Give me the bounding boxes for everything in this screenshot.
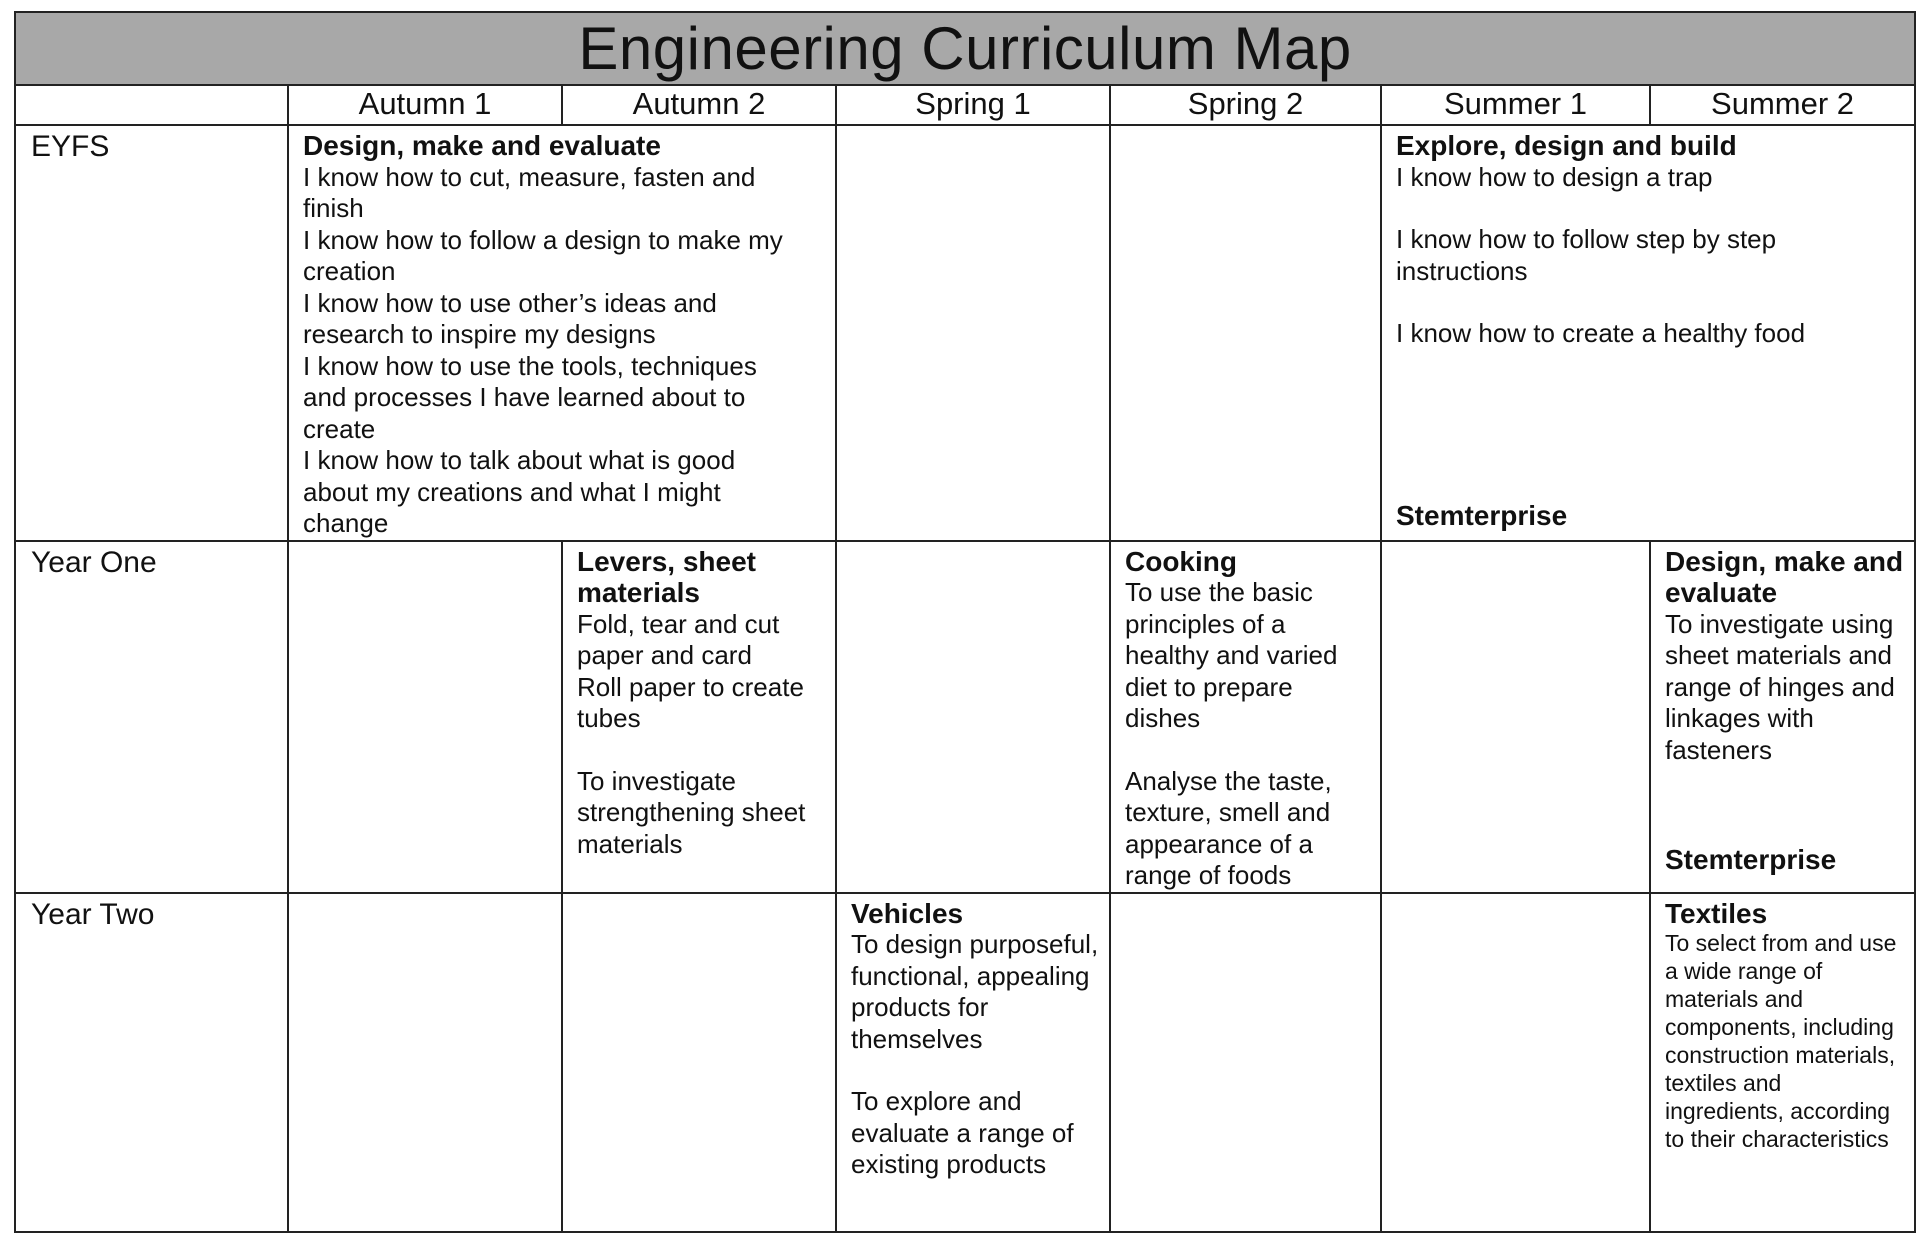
cell-line: I know how to cut, measure, fasten and finish	[303, 161, 756, 223]
cell-line: Analyse the taste, texture, smell and appearance of a range of foods	[1125, 765, 1332, 890]
cell-heading: Explore, design and build	[1396, 130, 1737, 161]
column-header-summer-1: Summer 1	[1381, 85, 1650, 125]
cell-heading: Vehicles	[851, 897, 964, 929]
cell-line: To investigate using sheet materials and range of hinges and linkages with fasteners	[1665, 608, 1895, 765]
year-one-summer-1-cell	[1381, 541, 1650, 893]
cell-line: I know how to create a healthy food	[1396, 318, 1806, 348]
column-header-autumn-2: Autumn 2	[562, 85, 836, 125]
row-eyfs	[15, 125, 1915, 541]
row-year-one	[15, 541, 1915, 893]
page-title: Engineering Curriculum Map	[15, 12, 1915, 85]
curriculum-map-table	[14, 11, 1916, 1233]
cell-line: To select from and use a wide range of materials and components, including construction materials, textiles and ingredients, according to their characteristics	[1665, 930, 1897, 1152]
column-header-summer-2: Summer 2	[1650, 85, 1915, 125]
year-one-spring-2-cell	[1110, 541, 1381, 893]
eyfs-autumn-cell	[288, 125, 836, 541]
cell-line: Roll paper to create tubes	[577, 671, 804, 733]
cell-line: I know how to use the tools, techniques and processes I have learned about to create	[303, 350, 757, 444]
year-one-autumn-2-cell	[562, 541, 836, 893]
year-one-summer-2-cell	[1650, 541, 1915, 893]
cell-line: To investigate strengthening sheet materials	[577, 765, 806, 859]
eyfs-spring-1-cell	[836, 125, 1110, 541]
eyfs-summer-cell	[1381, 125, 1915, 541]
stemterprise-label: Stemterprise	[1665, 844, 1837, 875]
row-year-two	[15, 893, 1915, 1232]
eyfs-spring-2-cell	[1110, 125, 1381, 541]
column-header-spring-2: Spring 2	[1110, 85, 1381, 125]
cell-line: I know how to follow a design to make my creation	[303, 224, 783, 286]
year-two-autumn-2-cell	[562, 893, 836, 1232]
year-two-summer-1-cell	[1381, 893, 1650, 1232]
year-one-autumn-1-cell	[288, 541, 562, 893]
cell-heading: Design, make and evaluate	[303, 130, 661, 161]
year-one-spring-1-cell	[836, 541, 1110, 893]
cell-line: I know how to use other’s ideas and research to inspire my designs	[303, 287, 717, 349]
stemterprise-label: Stemterprise	[1396, 500, 1568, 531]
column-header-row	[15, 85, 1915, 125]
cell-line: To use the basic principles of a healthy and varied diet to prepare dishes	[1125, 577, 1338, 733]
year-two-summer-2-cell	[1650, 893, 1915, 1232]
year-two-spring-2-cell	[1110, 893, 1381, 1232]
column-header-autumn-1: Autumn 1	[288, 85, 562, 125]
column-header-spring-1: Spring 1	[836, 85, 1110, 125]
row-label-eyfs: EYFS	[15, 125, 288, 541]
header-blank	[15, 85, 288, 125]
row-label-year-one: Year One	[15, 541, 288, 893]
cell-heading: Design, make and evaluate	[1665, 545, 1904, 608]
cell-heading: Levers, sheet materials	[577, 545, 756, 608]
cell-line: I know how to follow step by step instructions	[1396, 224, 1777, 286]
cell-line: To design purposeful, functional, appealing products for themselves	[851, 929, 1099, 1054]
cell-line: I know how to talk about what is good about my creations and what I might change	[303, 445, 736, 538]
cell-heading: Cooking	[1125, 545, 1237, 577]
cell-line: To explore and evaluate a range of existing products	[851, 1086, 1074, 1179]
row-label-year-two: Year Two	[15, 893, 288, 1232]
cell-heading: Textiles	[1665, 897, 1768, 929]
cell-line: I know how to design a trap	[1396, 161, 1713, 192]
year-two-autumn-1-cell	[288, 893, 562, 1232]
year-two-spring-1-cell	[836, 893, 1110, 1232]
cell-line: Fold, tear and cut paper and card	[577, 608, 780, 670]
